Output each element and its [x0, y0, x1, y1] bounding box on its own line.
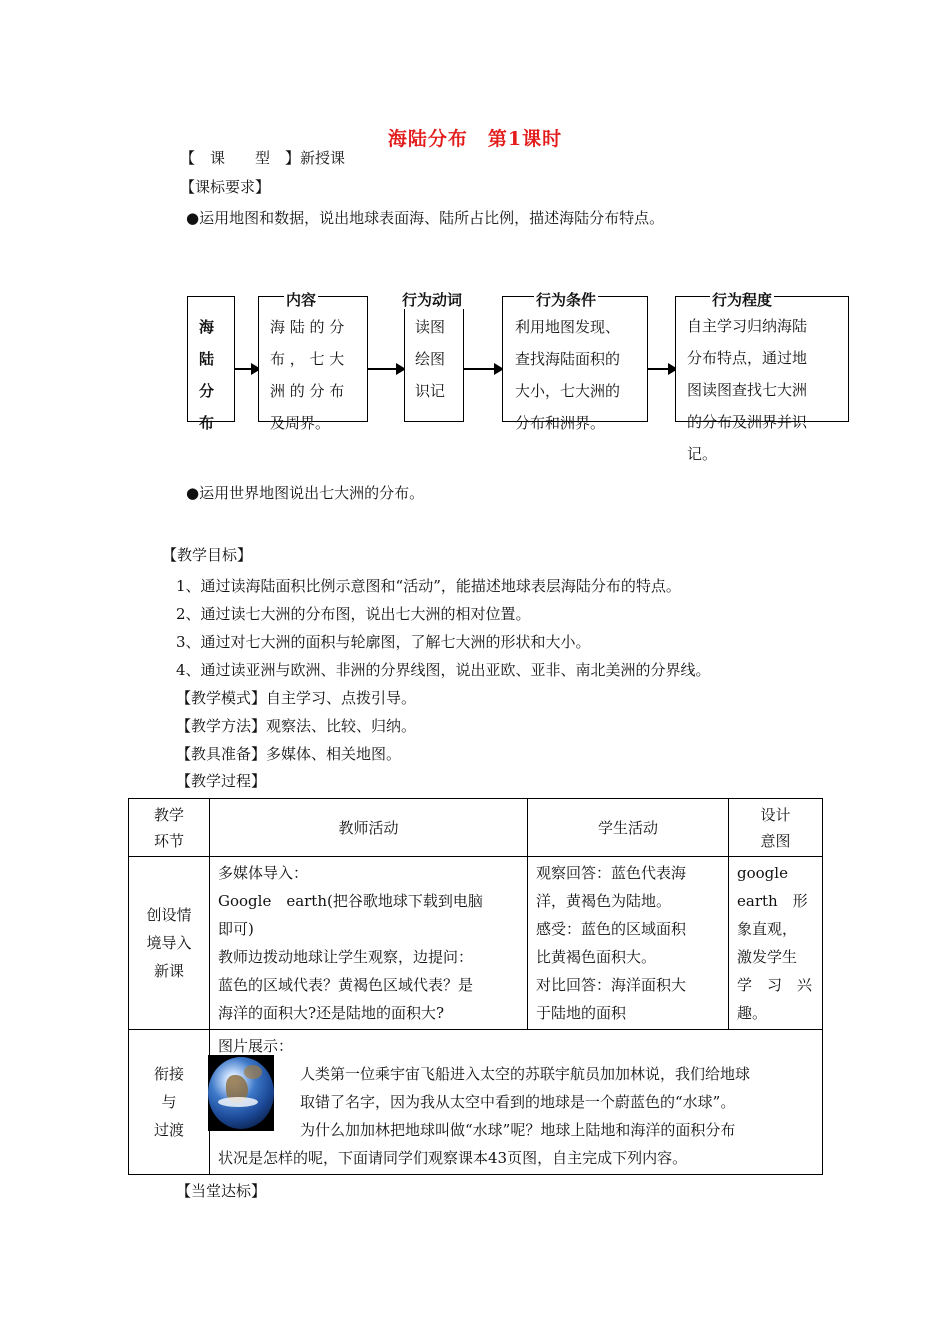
process-header: 【教学过程】: [176, 772, 267, 790]
degree-header: 行为程度: [712, 291, 773, 309]
degree-line: 自主学习归纳海陆: [687, 317, 808, 335]
verb-box: [404, 296, 464, 422]
objective-item: 3、通过对七大洲的面积与轮廓图，了解七大洲的形状和大小。: [176, 633, 591, 651]
flow-arrow: [368, 368, 404, 370]
earth-photo: [208, 1055, 274, 1131]
stage-line: 与: [161, 1093, 177, 1111]
stage-line: 境导入: [146, 934, 192, 952]
content-header: 内容: [286, 291, 317, 309]
objective-item: 4、通过读亚洲与欧洲、非洲的分界线图，说出亚欧、亚非、南北美洲的分界线。: [176, 661, 711, 679]
student-line: 对比回答：海洋面积大: [536, 976, 687, 994]
condition-line: 查找海陆面积的: [515, 350, 621, 368]
lesson-type: 【 课 型 】新授课: [180, 149, 346, 167]
header-student: 学生活动: [528, 799, 729, 857]
subject-char: 陆: [199, 350, 215, 368]
intent-line: 激发学生: [737, 948, 798, 966]
condition-line: 利用地图发现、: [515, 318, 621, 336]
subject-char: 海: [199, 318, 215, 336]
content-line: 及周界。: [270, 414, 331, 432]
header-teacher: 教师活动: [210, 799, 528, 857]
student-line: 比黄褐色面积大。: [536, 948, 657, 966]
subject-box: [187, 296, 235, 432]
picture-label: 图片展示：: [218, 1037, 294, 1055]
header-text: 教学: [153, 805, 184, 824]
header-stage: [129, 799, 210, 857]
content-box: [258, 296, 368, 432]
student-line: 感受：蓝色的区域面积: [536, 920, 687, 938]
curriculum-item-1: ●运用地图和数据，说出地球表面海、陆所占比例，描述海陆分布特点。: [186, 209, 665, 227]
class-standard-header: 【当堂达标】: [176, 1182, 267, 1200]
header-text: 意图: [760, 831, 791, 850]
teacher-line: 即可): [218, 920, 254, 938]
teaching-method: 【教学方法】观察法、比较、归纳。: [176, 717, 417, 735]
flow-arrow: [648, 368, 676, 370]
teaching-mode: 【教学模式】自主学习、点拨引导。: [176, 689, 417, 707]
teacher-activity-cell: [210, 857, 528, 1030]
transition-cell: [210, 1030, 823, 1175]
student-line: 观察回答：蓝色代表海: [536, 864, 687, 882]
student-activity-cell: [528, 857, 729, 1030]
condition-header: 行为条件: [536, 291, 597, 309]
degree-line: 分布特点，通过地: [687, 349, 808, 367]
condition-box: [502, 296, 648, 432]
transition-line: 状况是怎样的呢，下面请同学们观察课本43页图，自主完成下列内容。: [218, 1149, 688, 1167]
header-text: 环节: [153, 831, 184, 850]
stage-line: 衔接: [153, 1065, 184, 1083]
verb-line: 绘图: [415, 350, 446, 368]
curriculum-header: 【课标要求】: [180, 178, 271, 196]
subject-char: 布: [199, 414, 215, 432]
degree-line: 的分布及洲界并识: [687, 413, 808, 431]
teacher-line: 多媒体导入：: [218, 864, 309, 882]
teacher-line: 海洋的面积大?还是陆地的面积大?: [218, 1004, 445, 1022]
verb-line: 识记: [415, 382, 446, 400]
teacher-line: 教师边拨动地球让学生观察，边提问：: [218, 948, 474, 966]
stage-line: 新课: [153, 962, 184, 980]
subject-char: 分: [199, 382, 215, 400]
intent-line: 趣。: [737, 1004, 768, 1022]
intent-line: google: [737, 864, 788, 882]
intent-line: 象直观，: [737, 920, 798, 938]
header-intent: [729, 799, 823, 857]
teaching-tools: 【教具准备】多媒体、相关地图。: [176, 745, 402, 763]
table-row: [129, 857, 823, 1030]
curriculum-item-2: ●运用世界地图说出七大洲的分布。: [186, 484, 425, 502]
flow-arrow: [235, 368, 259, 370]
transition-line: 取错了名字，因为我从太空中看到的地球是一个蔚蓝色的“水球”。: [300, 1093, 736, 1111]
stage-line: 创设情: [146, 906, 192, 924]
content-line: 布 ， 七 大: [270, 350, 345, 368]
intent-line: earth 形: [737, 892, 808, 910]
text-with-image: [218, 1060, 814, 1144]
flow-arrow: [464, 368, 502, 370]
verb-line: 读图: [415, 318, 446, 336]
student-line: 洋，黄褐色为陆地。: [536, 892, 672, 910]
page-title: 海陆分布 第1课时: [387, 128, 563, 150]
intent-cell: [729, 857, 823, 1030]
transition-line: 为什么加加林把地球叫做“水球”呢？地球上陆地和海洋的面积分布: [300, 1121, 736, 1139]
content-line: 洲 的 分 布: [270, 382, 345, 400]
stage-cell: [129, 1030, 210, 1175]
stage-line: 过渡: [153, 1121, 184, 1139]
objective-item: 1、通过读海陆面积比例示意图和“活动”，能描述地球表层海陆分布的特点。: [176, 577, 681, 595]
earth-globe-icon: [208, 1057, 274, 1129]
header-text: 设计: [760, 805, 791, 824]
intent-line: 学 习 兴: [737, 976, 813, 994]
objective-item: 2、通过读七大洲的分布图，说出七大洲的相对位置。: [176, 605, 531, 623]
verb-header: 行为动词: [402, 291, 463, 309]
degree-line: 记。: [687, 445, 718, 463]
condition-line: 大小，七大洲的: [515, 382, 621, 400]
stage-cell: [129, 857, 210, 1030]
teacher-line: Google earth(把谷歌地球下载到电脑: [218, 892, 483, 910]
content-line: 海 陆 的 分: [270, 318, 345, 336]
teacher-line: 蓝色的区域代表？黄褐色区域代表？是: [218, 976, 474, 994]
table-header-row: [129, 799, 823, 857]
student-line: 于陆地的面积: [536, 1004, 627, 1022]
condition-line: 分布和洲界。: [515, 414, 606, 432]
degree-line: 图读图查找七大洲: [687, 381, 808, 399]
transition-line: 人类第一位乘宇宙飞船进入太空的苏联宇航员加加林说，我们给地球: [300, 1065, 751, 1083]
objectives-header: 【教学目标】: [162, 546, 253, 564]
